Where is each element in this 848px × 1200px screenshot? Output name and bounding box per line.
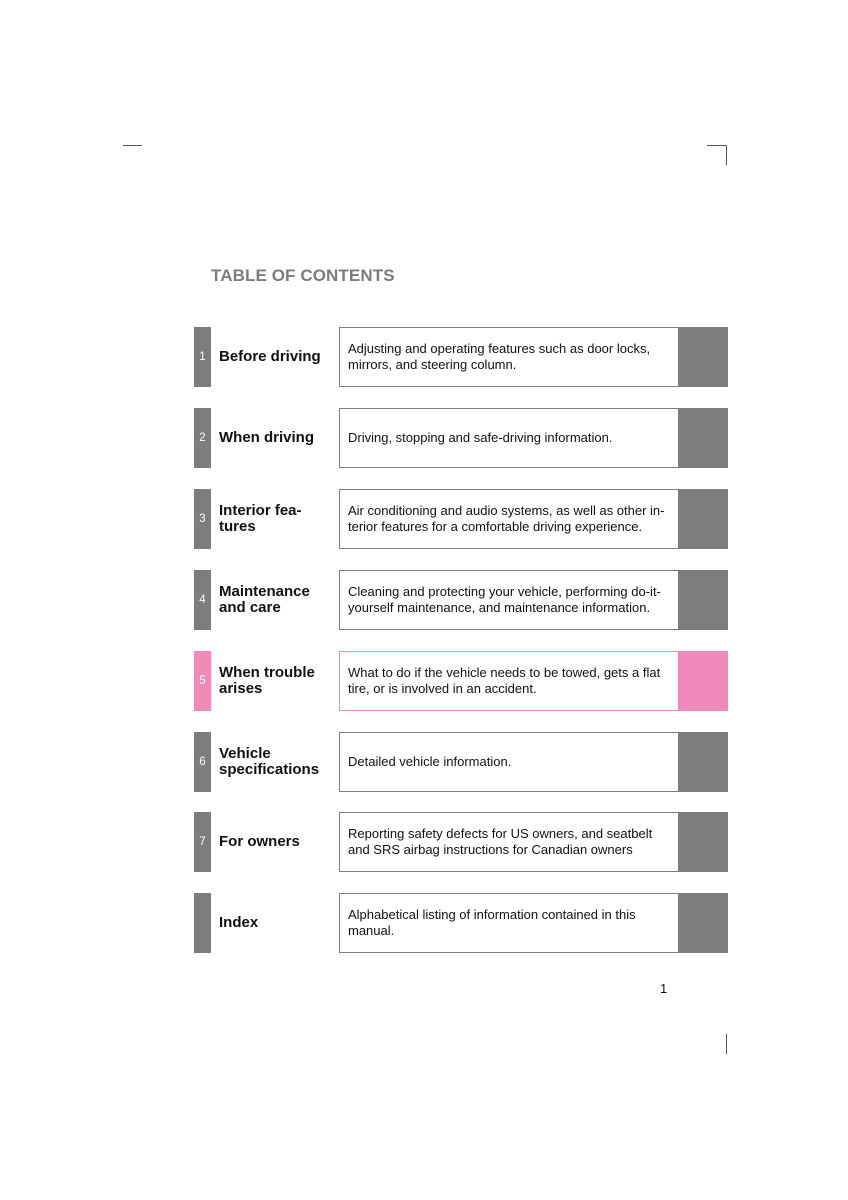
section-number: 1 xyxy=(194,327,211,387)
section-number: 2 xyxy=(194,408,211,468)
toc-row-3[interactable] xyxy=(194,489,728,549)
section-thumb-tab[interactable] xyxy=(679,812,728,872)
section-description: Air conditioning and audio systems, as well as other in- terior features for a comfortable driving experience. xyxy=(339,489,679,549)
section-name[interactable]: When trouble arises xyxy=(219,664,315,697)
crop-mark-top-left xyxy=(123,145,142,146)
section-thumb-tab[interactable] xyxy=(679,651,728,711)
section-number: 7 xyxy=(194,812,211,872)
section-description: Alphabetical listing of information contained in this manual. xyxy=(339,893,679,953)
crop-mark-bottom-right xyxy=(726,1034,727,1054)
section-name[interactable]: Before driving xyxy=(219,348,321,365)
toc-row-index[interactable] xyxy=(194,893,728,953)
section-thumb-tab[interactable] xyxy=(679,893,728,953)
section-description: Adjusting and operating features such as door locks, mirrors, and steering column. xyxy=(339,327,679,387)
page-title: TABLE OF CONTENTS xyxy=(211,266,395,285)
section-name[interactable]: Interior fea- tures xyxy=(219,502,302,535)
section-name[interactable]: For owners xyxy=(219,833,300,850)
section-thumb-tab[interactable] xyxy=(679,732,728,792)
crop-mark-top-right-v xyxy=(726,145,727,165)
crop-mark-top-right-h xyxy=(707,145,727,146)
section-thumb-tab[interactable] xyxy=(679,327,728,387)
section-name[interactable]: When driving xyxy=(219,429,314,446)
section-description: Reporting safety defects for US owners, and seatbelt and SRS airbag instructions for Canadian owners xyxy=(339,812,679,872)
toc-row-6[interactable] xyxy=(194,732,728,792)
section-description: Cleaning and protecting your vehicle, performing do-it- yourself maintenance, and maintenance information. xyxy=(339,570,679,630)
toc-row-2[interactable] xyxy=(194,408,728,468)
section-name[interactable]: Maintenance and care xyxy=(219,583,310,616)
section-name[interactable]: Vehicle specifications xyxy=(219,745,320,778)
section-thumb-tab[interactable] xyxy=(679,570,728,630)
section-thumb-tab[interactable] xyxy=(679,408,728,468)
toc-row-1[interactable] xyxy=(194,327,728,387)
page-number: 1 xyxy=(660,981,668,996)
section-thumb-tab[interactable] xyxy=(679,489,728,549)
section-description: Driving, stopping and safe-driving information. xyxy=(339,408,679,468)
toc-row-7[interactable] xyxy=(194,812,728,872)
section-number: 5 xyxy=(194,651,211,711)
toc-row-5[interactable] xyxy=(194,651,728,711)
section-number: 6 xyxy=(194,732,211,792)
section-description: What to do if the vehicle needs to be towed, gets a flat tire, or is involved in an accident. xyxy=(339,651,679,711)
section-name[interactable]: Index xyxy=(219,914,259,931)
toc-row-4[interactable] xyxy=(194,570,728,630)
section-description: Detailed vehicle information. xyxy=(339,732,679,792)
section-number xyxy=(194,893,211,953)
section-number: 3 xyxy=(194,489,211,549)
section-number: 4 xyxy=(194,570,211,630)
